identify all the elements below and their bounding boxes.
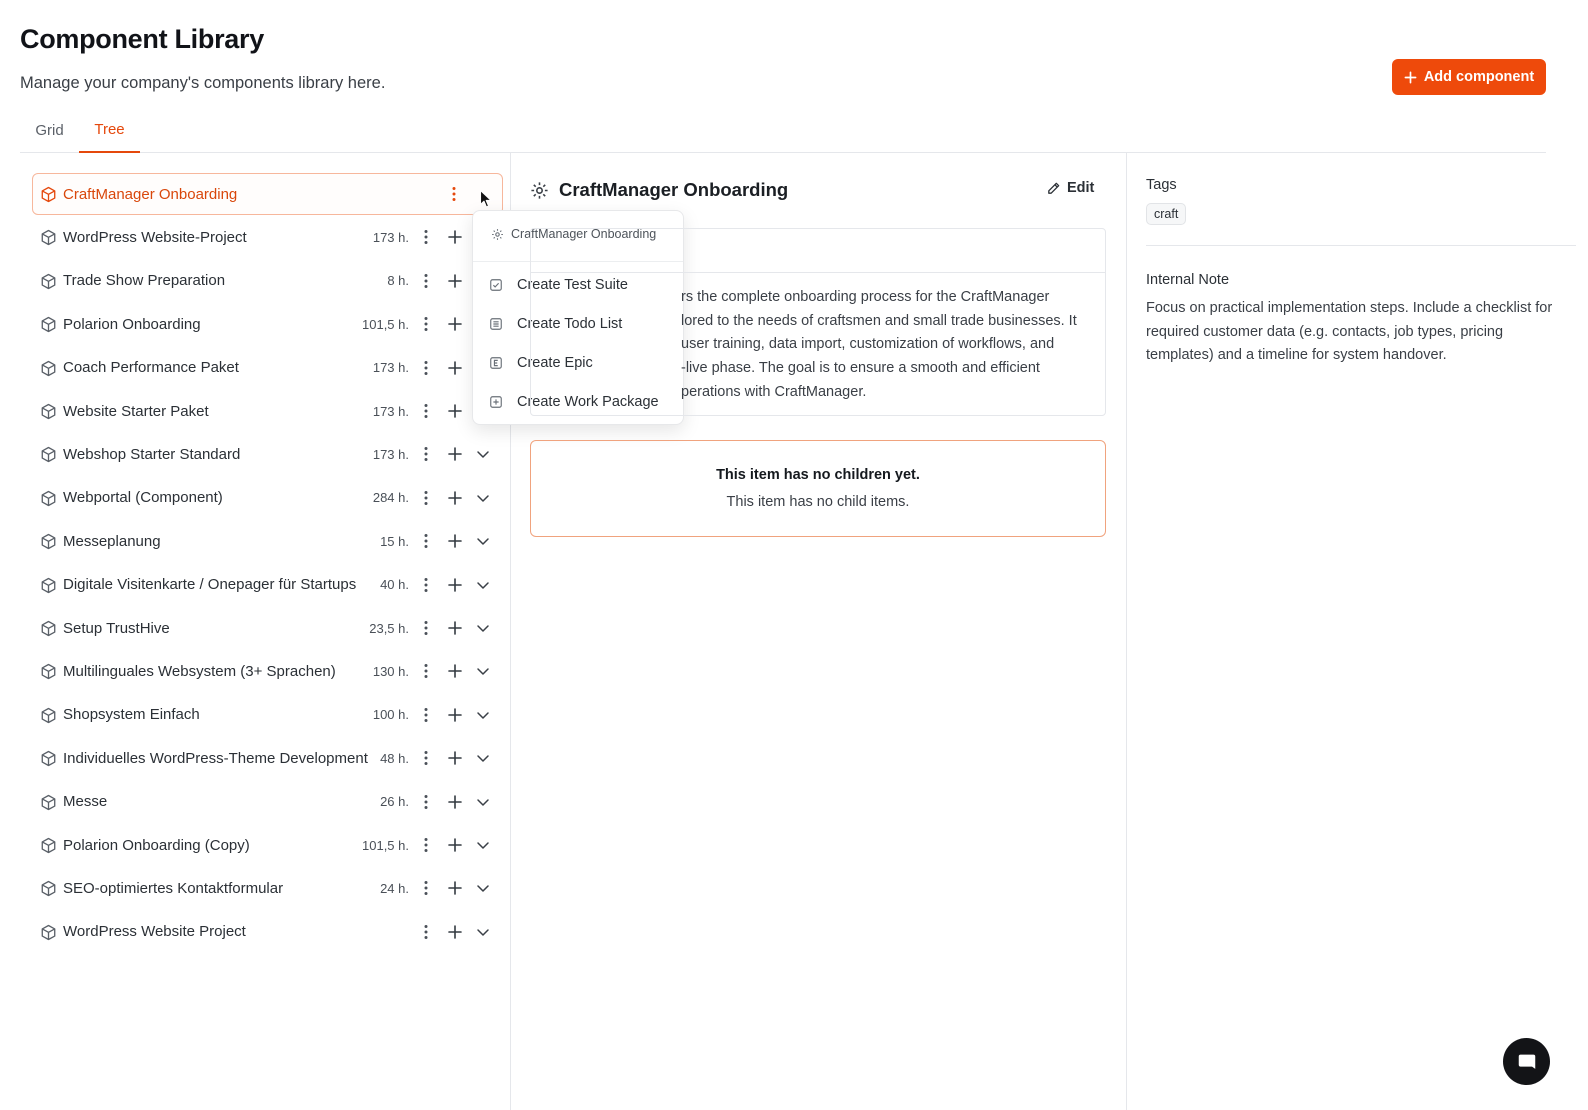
tree-item-label: Multilinguales Websystem (3+ Sprachen)	[63, 662, 336, 680]
list-icon	[489, 317, 503, 331]
more-options-icon[interactable]	[418, 228, 434, 246]
cube-icon	[40, 837, 57, 854]
tree-item[interactable]	[32, 650, 503, 692]
page-subtitle: Manage your company's components library here.	[20, 74, 386, 92]
tree-item[interactable]	[32, 867, 503, 909]
description-line: user training, data import, customization of workflows, and	[681, 336, 1055, 353]
tree-item-hours: 40 h.	[380, 577, 409, 593]
tree-item-hours: 101,5 h.	[362, 837, 409, 853]
more-options-icon[interactable]	[446, 185, 462, 203]
gear-icon	[530, 181, 549, 200]
tree-item-label: Polarion Onboarding	[63, 315, 201, 333]
chevron-down-icon[interactable]	[475, 490, 491, 506]
more-options-icon[interactable]	[418, 749, 434, 767]
add-child-icon[interactable]	[447, 663, 463, 679]
tree-item-label: Webshop Starter Standard	[63, 445, 241, 463]
add-component-button[interactable]	[1392, 59, 1546, 95]
description-line: lored to the needs of craftsmen and small trade businesses. It	[681, 312, 1077, 329]
chat-button[interactable]	[1503, 1038, 1550, 1085]
tree-item-label: Website Starter Paket	[63, 402, 209, 420]
tree-item[interactable]	[32, 477, 503, 519]
menu-item-label: Create Work Package	[517, 394, 659, 410]
add-component-label: Add component	[1423, 69, 1535, 85]
tree-item-hours: 173 h.	[372, 403, 409, 419]
tree-item-label: Shopsystem Einfach	[63, 706, 200, 724]
panel-divider	[1126, 153, 1127, 1110]
tab-tree[interactable]: Tree	[79, 108, 140, 153]
edit-button[interactable]	[1046, 180, 1094, 196]
more-options-icon[interactable]	[418, 793, 434, 811]
sidebar-divider	[1146, 245, 1576, 246]
empty-state-title: This item has no children yet.	[716, 467, 920, 483]
add-child-icon[interactable]	[447, 533, 463, 549]
cube-icon	[40, 186, 57, 203]
cube-icon	[40, 533, 57, 550]
tree-item-label: Digitale Visitenkarte / Onepager für Startups	[63, 576, 357, 594]
chevron-down-icon[interactable]	[475, 837, 491, 853]
tree-item[interactable]	[32, 564, 503, 606]
tree-item[interactable]	[32, 694, 503, 736]
add-child-icon[interactable]	[447, 837, 463, 853]
tree-item[interactable]	[32, 173, 503, 215]
more-options-icon[interactable]	[418, 836, 434, 854]
cube-icon	[40, 663, 57, 680]
more-options-icon[interactable]	[418, 445, 434, 463]
tree-item[interactable]	[32, 303, 503, 345]
menu-item-label: Create Epic	[517, 355, 593, 371]
tree-item-hours: 173 h.	[372, 446, 409, 462]
more-options-icon[interactable]	[418, 272, 434, 290]
tab-grid[interactable]: Grid	[35, 121, 64, 139]
gear-icon	[491, 228, 504, 241]
cube-icon	[40, 490, 57, 507]
tree-item-label: Messe	[63, 793, 108, 811]
tree-item-hours: 8 h.	[387, 273, 409, 289]
pencil-icon	[1046, 181, 1061, 196]
description-line: perations with CraftManager.	[681, 383, 867, 400]
children-empty-state	[530, 440, 1106, 537]
package-icon	[489, 395, 503, 409]
page-title: Component Library	[20, 24, 264, 54]
empty-state-subtitle: This item has no child items.	[726, 494, 910, 510]
add-child-icon[interactable]	[447, 229, 463, 245]
detail-header	[530, 179, 788, 201]
tree-item-label: Coach Performance Paket	[63, 359, 239, 377]
description-box	[530, 228, 1106, 416]
tree-item[interactable]	[32, 260, 503, 302]
cube-icon	[40, 880, 57, 897]
meta-sidebar	[1146, 177, 1576, 364]
add-child-icon[interactable]	[447, 707, 463, 723]
tree-item-label: WordPress Website-Project	[63, 228, 247, 246]
menu-item-label: Create Test Suite	[517, 277, 628, 293]
plus-icon	[1404, 71, 1417, 84]
add-child-icon[interactable]	[447, 273, 463, 289]
more-options-icon[interactable]	[418, 359, 434, 377]
chevron-down-icon[interactable]	[475, 620, 491, 636]
tree-item-label: Trade Show Preparation	[63, 272, 226, 290]
cube-icon	[40, 229, 57, 246]
tree-item-label: Individuelles WordPress-Theme Development	[63, 749, 368, 767]
tree-item-hours: 26 h.	[380, 794, 409, 810]
add-child-icon[interactable]	[447, 924, 463, 940]
chevron-down-icon[interactable]	[475, 750, 491, 766]
tree-item-hours: 24 h.	[380, 880, 409, 896]
epic-icon	[489, 356, 503, 370]
tree-item[interactable]	[32, 781, 503, 823]
more-options-icon[interactable]	[418, 532, 434, 550]
tree-item[interactable]	[32, 607, 503, 649]
add-child-icon[interactable]	[447, 360, 463, 376]
description-text	[549, 286, 1094, 405]
tree-item-hours: 101,5 h.	[362, 316, 409, 332]
cube-icon	[40, 794, 57, 811]
description-line: rs the complete onboarding process for the CraftManager	[681, 289, 1050, 305]
add-child-icon[interactable]	[447, 403, 463, 419]
more-options-icon[interactable]	[418, 923, 434, 941]
add-child-icon[interactable]	[447, 446, 463, 462]
mouse-cursor-icon	[479, 189, 493, 209]
description-toolbar	[531, 229, 1105, 273]
tree-item-label: Setup TrustHive	[63, 619, 170, 637]
tree-item[interactable]	[32, 390, 503, 432]
more-options-icon[interactable]	[418, 402, 434, 420]
tree-item[interactable]	[32, 520, 503, 562]
chevron-down-icon[interactable]	[475, 577, 491, 593]
tree-item[interactable]	[32, 737, 503, 779]
add-child-icon[interactable]	[447, 620, 463, 636]
tree-item-hours: 48 h.	[380, 750, 409, 766]
cube-icon	[40, 273, 57, 290]
tree-item-hours: 130 h.	[372, 663, 409, 679]
menu-item-label: Create Todo List	[517, 316, 623, 332]
edit-label: Edit	[1067, 180, 1095, 196]
description-line: -live phase. The goal is to ensure a smooth and efficient	[681, 360, 1040, 377]
tree-item[interactable]	[32, 911, 503, 953]
internal-note-text: Focus on practical implementation steps. Include a checklist for required customer data (e.g. contacts, job types, pricing templates) and a timeline for system handover.	[1146, 300, 1553, 364]
more-options-icon[interactable]	[418, 706, 434, 724]
cube-icon	[40, 316, 57, 333]
view-tabs	[20, 108, 1546, 153]
chevron-down-icon[interactable]	[475, 663, 491, 679]
chevron-down-icon[interactable]	[475, 707, 491, 723]
tags-label: Tags	[1146, 177, 1177, 193]
cube-icon	[40, 403, 57, 420]
checkbox-icon	[489, 278, 503, 292]
tree-item-hours: 284 h.	[372, 490, 409, 506]
tree-item-label: SEO-optimiertes Kontaktformular	[63, 879, 284, 897]
chevron-down-icon[interactable]	[475, 924, 491, 940]
tree-item-hours: 173 h.	[372, 229, 409, 245]
cube-icon	[40, 577, 57, 594]
add-child-icon[interactable]	[447, 750, 463, 766]
tree-item[interactable]	[32, 347, 503, 389]
more-options-icon[interactable]	[418, 489, 434, 507]
tree-item[interactable]	[32, 216, 503, 258]
cube-icon	[40, 707, 57, 724]
tree-item-hours: 15 h.	[380, 533, 409, 549]
cube-icon	[40, 446, 57, 463]
cube-icon	[40, 620, 57, 637]
more-options-icon[interactable]	[418, 879, 434, 897]
chat-bubble-icon	[1516, 1051, 1538, 1073]
menu-header-label: CraftManager Onboarding	[511, 227, 657, 241]
tree-item-label: Webportal (Component)	[63, 489, 223, 507]
tree-item-label: WordPress Website Project	[63, 923, 246, 941]
add-child-icon[interactable]	[447, 794, 463, 810]
cube-icon	[40, 924, 57, 941]
tree-item[interactable]	[32, 433, 503, 475]
tree-item[interactable]	[32, 824, 503, 866]
detail-title: CraftManager Onboarding	[559, 179, 789, 200]
more-options-icon[interactable]	[418, 576, 434, 594]
chevron-down-icon[interactable]	[475, 794, 491, 810]
add-child-icon[interactable]	[447, 316, 463, 332]
chevron-down-icon[interactable]	[475, 533, 491, 549]
add-child-icon[interactable]	[447, 490, 463, 506]
cube-icon	[40, 360, 57, 377]
more-options-icon[interactable]	[418, 662, 434, 680]
add-child-icon[interactable]	[447, 577, 463, 593]
chevron-down-icon[interactable]	[475, 880, 491, 896]
tag-chip[interactable]: craft	[1146, 203, 1186, 225]
tree-item-hours: 100 h.	[372, 707, 409, 723]
more-options-icon[interactable]	[418, 619, 434, 637]
tree-item-hours: 23,5 h.	[369, 620, 409, 636]
chevron-down-icon[interactable]	[475, 446, 491, 462]
more-options-icon[interactable]	[418, 315, 434, 333]
tree-item-label: Messeplanung	[63, 532, 161, 550]
internal-note-label: Internal Note	[1146, 272, 1230, 288]
add-child-icon[interactable]	[447, 880, 463, 896]
tree-item-label: Polarion Onboarding (Copy)	[63, 836, 250, 854]
cube-icon	[40, 750, 57, 767]
tree-item-label: CraftManager Onboarding	[63, 185, 238, 203]
tree-item-hours: 173 h.	[372, 360, 409, 376]
